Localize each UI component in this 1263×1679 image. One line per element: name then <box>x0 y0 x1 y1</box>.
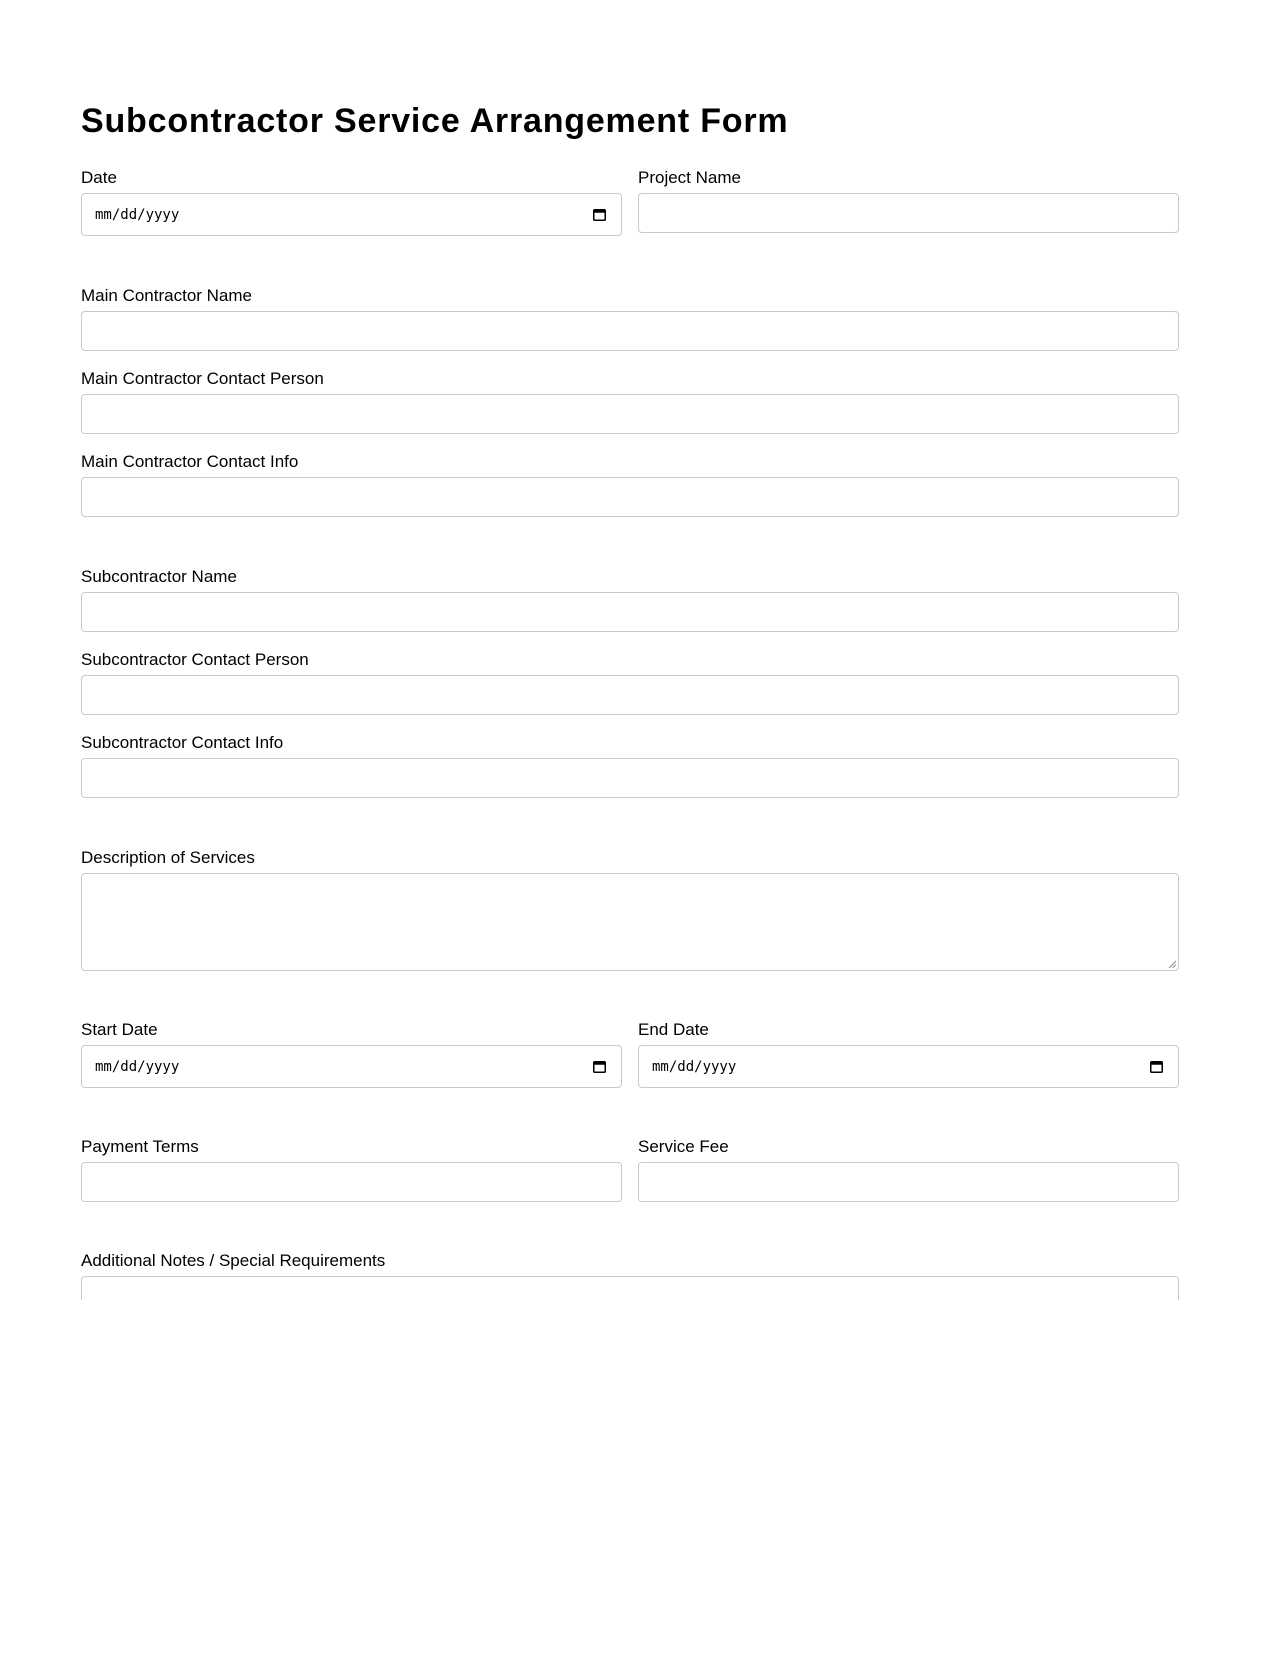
description-of-services-label: Description of Services <box>81 848 255 867</box>
date-input[interactable] <box>81 193 622 236</box>
additional-notes-textarea[interactable] <box>81 1276 1179 1300</box>
end-date-input[interactable] <box>638 1045 1179 1088</box>
main-contractor-contact-info-input[interactable] <box>81 477 1179 517</box>
end-date-label: End Date <box>638 1020 709 1039</box>
main-contractor-contact-person-input[interactable] <box>81 394 1179 434</box>
date-label: Date <box>81 168 117 187</box>
subcontractor-name-label: Subcontractor Name <box>81 567 237 586</box>
main-contractor-name-input[interactable] <box>81 311 1179 351</box>
additional-notes-label: Additional Notes / Special Requirements <box>81 1251 386 1270</box>
subcontractor-name-input[interactable] <box>81 592 1179 632</box>
subcontractor-contact-person-input[interactable] <box>81 675 1179 715</box>
calendar-icon[interactable] <box>593 1060 606 1073</box>
description-of-services-textarea[interactable] <box>81 873 1179 971</box>
payment-terms-label: Payment Terms <box>81 1137 199 1156</box>
subcontractor-contact-info-input[interactable] <box>81 758 1179 798</box>
subcontractor-contact-person-label: Subcontractor Contact Person <box>81 650 309 669</box>
project-name-input[interactable] <box>638 193 1179 233</box>
start-date-placeholder: mm/dd/yyyy <box>95 1059 180 1075</box>
date-input-placeholder: mm/dd/yyyy <box>95 207 180 223</box>
main-contractor-contact-person-label: Main Contractor Contact Person <box>81 369 324 388</box>
form-title: Subcontractor Service Arrangement Form <box>81 102 789 140</box>
payment-terms-input[interactable] <box>81 1162 622 1202</box>
resize-handle-icon[interactable] <box>1168 960 1177 969</box>
end-date-placeholder: mm/dd/yyyy <box>652 1059 737 1075</box>
service-fee-label: Service Fee <box>638 1137 729 1156</box>
calendar-icon[interactable] <box>1150 1060 1163 1073</box>
start-date-input[interactable] <box>81 1045 622 1088</box>
subcontractor-contact-info-label: Subcontractor Contact Info <box>81 733 284 752</box>
main-contractor-contact-info-label: Main Contractor Contact Info <box>81 452 299 471</box>
main-contractor-name-label: Main Contractor Name <box>81 286 253 305</box>
project-name-label: Project Name <box>638 168 741 187</box>
service-fee-input[interactable] <box>638 1162 1179 1202</box>
calendar-icon[interactable] <box>593 208 606 221</box>
start-date-label: Start Date <box>81 1020 158 1039</box>
